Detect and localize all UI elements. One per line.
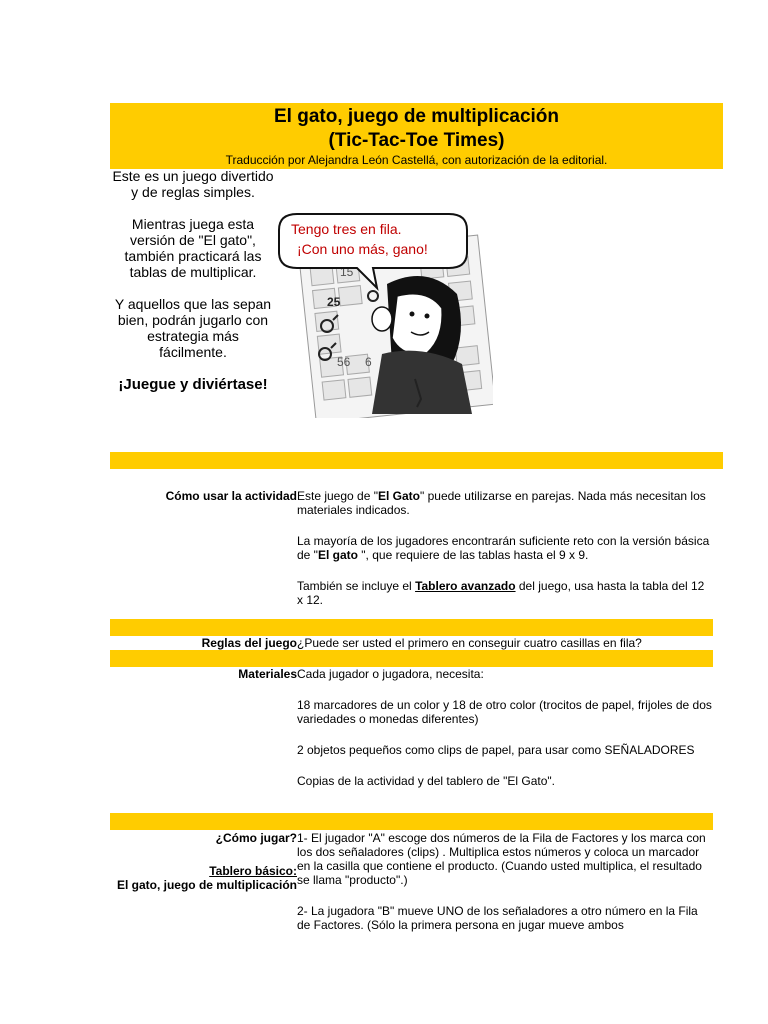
como-jugar-text <box>297 831 712 949</box>
translation-credit: Traducción por Alejandra León Castellá, con autorización de la editorial. <box>225 153 608 167</box>
speech-bubble-line-2: ¡Con uno más, gano! <box>297 241 428 257</box>
materiales-paragraph-4: Copias de la actividad y del tablero de "El Gato". <box>297 774 555 788</box>
title-banner <box>110 103 723 169</box>
intro-paragraph-3: Y aquellos que las sepan bien, podrán jugarlo con estrategia más fácilmente. <box>114 296 272 360</box>
materiales-paragraph-2: 18 marcadores de un color y 18 de otro color (trocitos de papel, frijoles de dos variedades o monedas diferentes) <box>297 698 712 726</box>
intro-paragraph-2: Mientras juega esta versión de "El gato", también practicará las tablas de multiplicar. <box>124 216 262 280</box>
board-number-56: 56 <box>337 355 351 369</box>
label-como-usar: Cómo usar la actividad <box>165 489 297 503</box>
section-divider <box>110 452 723 469</box>
materiales-text <box>297 667 712 805</box>
tablero-basico-label <box>110 864 297 892</box>
board-number-15: 15 <box>340 265 354 279</box>
como-usar-paragraph-2: La mayoría de los jugadores encontrarán suficiente reto con la versión básica de "El gato ", que requiere de las tablas hasta el 9 x 9. <box>297 534 710 562</box>
board-number-25: 25 <box>327 295 341 309</box>
materiales-paragraph-3: 2 objetos pequeños como clips de papel, para usar como SEÑALADORES <box>297 743 695 757</box>
section-divider <box>110 650 713 667</box>
como-usar-paragraph-3: También se incluye el Tablero avanzado del juego, usa hasta la tabla del 12 x 12. <box>297 579 705 607</box>
label-reglas: Reglas del juego <box>201 636 297 650</box>
section-divider <box>110 619 713 636</box>
speech-bubble-line-1: Tengo tres en fila. <box>291 221 402 237</box>
como-jugar-paragraph-1: 1- El jugador "A" escoge dos números de la Fila de Factores y los marca con los dos señaladores (clips) . Multiplica estos números y coloca un marcador en la casilla que contiene el producto. (Cuando usted multiplica, el resultado se llama "producto".) <box>297 831 706 887</box>
board-number-6: 6 <box>365 355 372 369</box>
tablero-basico-link[interactable]: Tablero básico: <box>209 864 297 878</box>
tablero-avanzado-link[interactable]: Tablero avanzado <box>415 579 516 593</box>
como-usar-text <box>297 489 712 624</box>
tablero-basico-subtitle: El gato, juego de multiplicación <box>116 878 297 892</box>
reglas-text: ¿Puede ser usted el primero en conseguir cuatro casillas en fila? <box>297 636 642 650</box>
page-subtitle: (Tic-Tac-Toe Times) <box>328 130 505 151</box>
intro-text <box>112 168 274 410</box>
label-como-jugar: ¿Cómo jugar? <box>215 831 297 845</box>
label-materiales: Materiales <box>238 667 297 681</box>
materiales-paragraph-1: Cada jugador o jugadora, necesita: <box>297 667 484 681</box>
page-title: El gato, juego de multiplicación <box>273 106 560 127</box>
intro-paragraph-1: Este es un juego divertido y de reglas simples. <box>112 168 274 200</box>
como-jugar-paragraph-2: 2- La jugadora "B" mueve UNO de los señaladores a otro número en la Fila de Factores. (Sólo la primera persona en jugar mueve ambos <box>297 904 698 932</box>
intro-call-to-action: ¡Juegue y diviértase! <box>118 376 268 393</box>
section-divider <box>110 813 713 830</box>
cartoon-illustration <box>277 204 493 418</box>
como-usar-paragraph-1: Este juego de "El Gato" puede utilizarse en parejas. Nada más necesitan los materiales indicados. <box>297 489 706 517</box>
